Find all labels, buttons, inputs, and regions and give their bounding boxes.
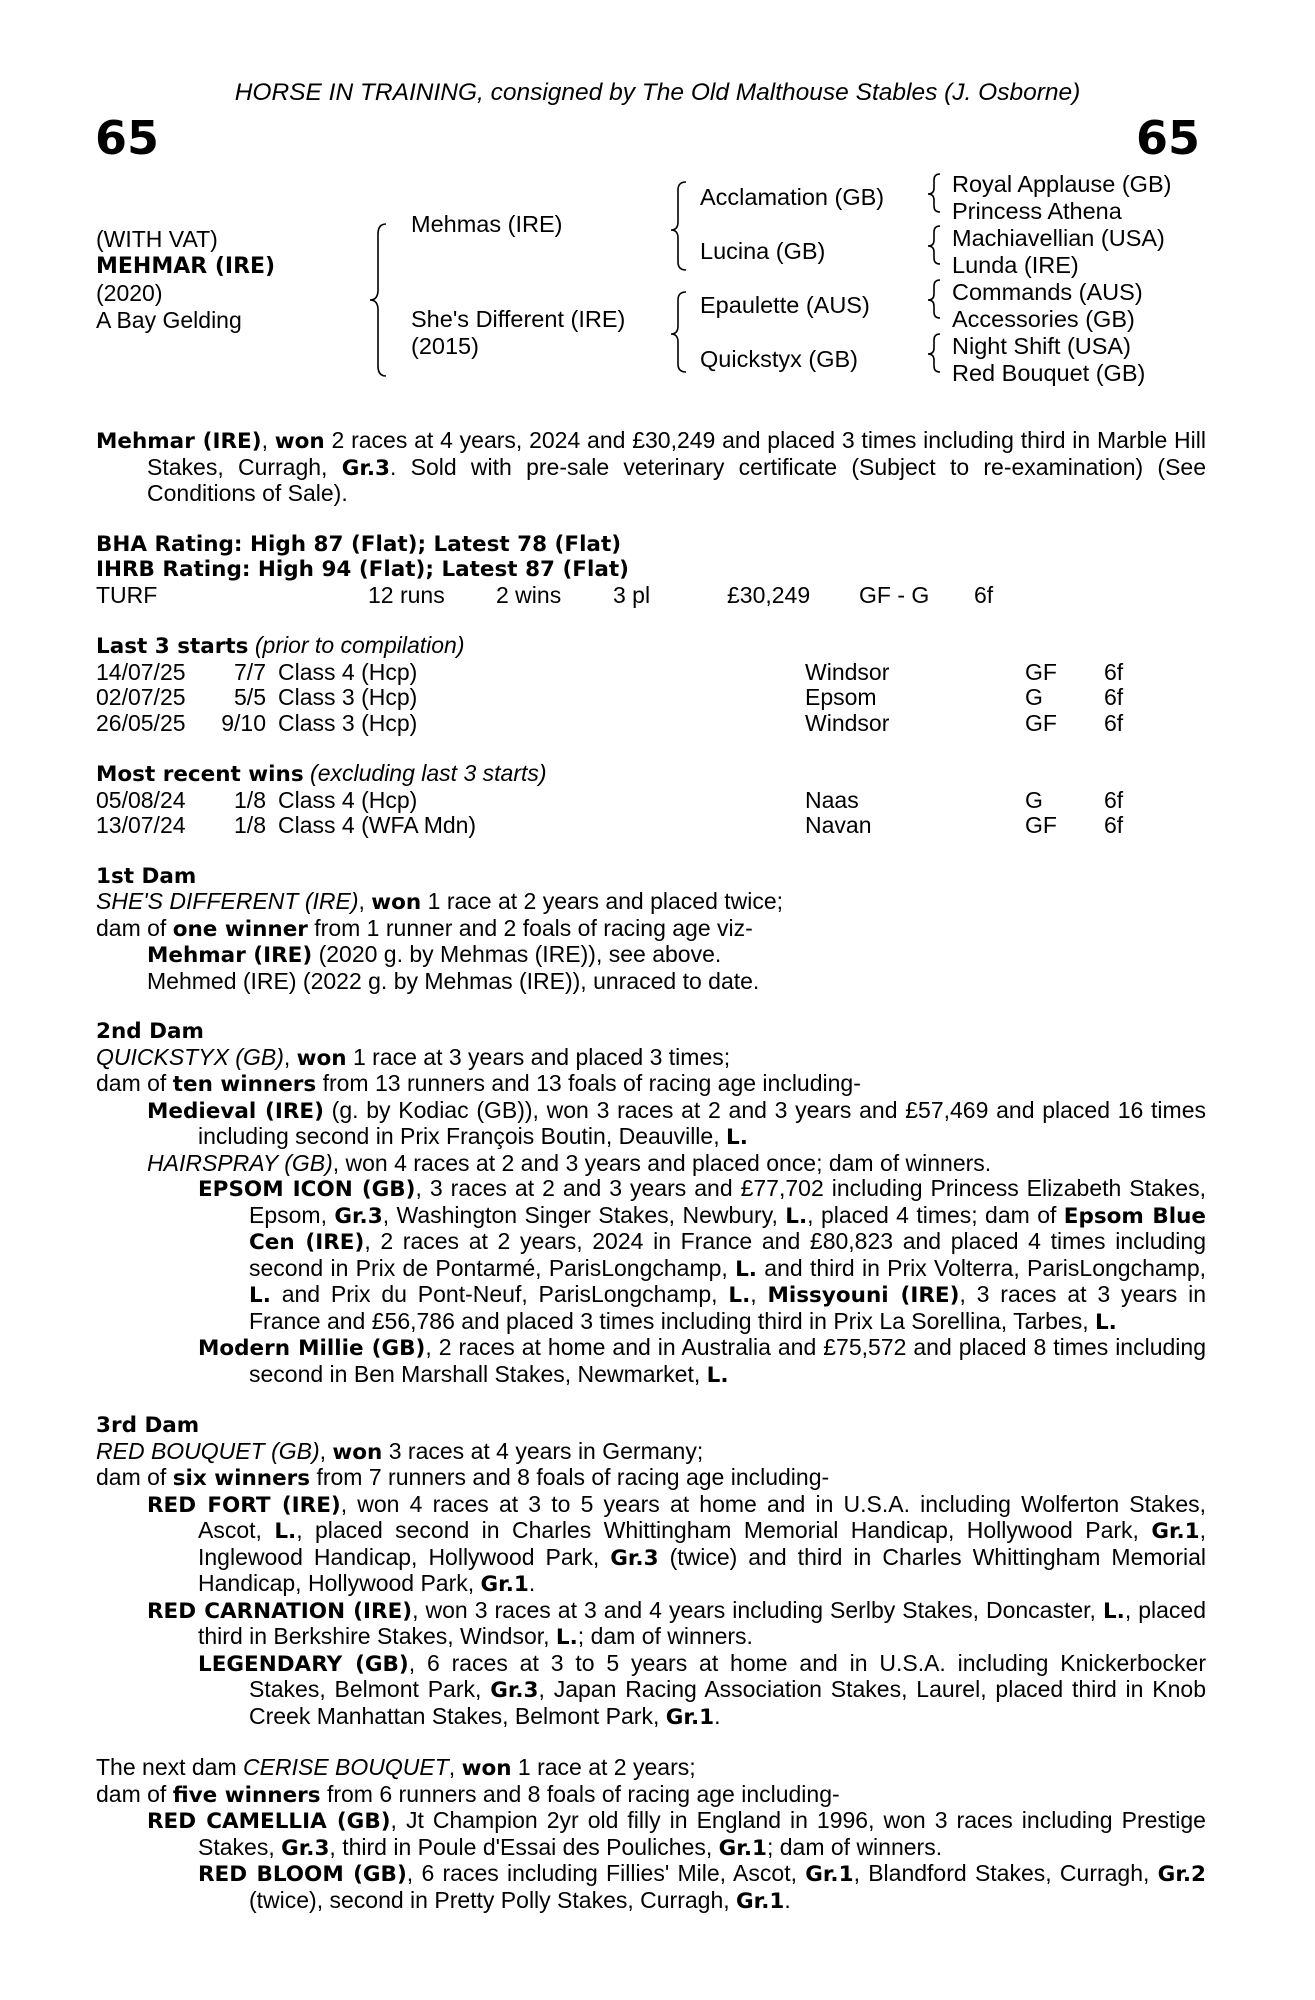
dam3-progeny-legendary: LEGENDARY (GB), 6 races at 3 to 5 years at home and in U.S.A. including Knickerbocker Stakes, Belmont Park, Gr.3, Japan Racing Association Stakes, Laurel, placed third in Knob Creek Manhattan Stakes, Belmont Park, Gr.1. <box>198 1649 1206 1730</box>
bha-rating: BHA Rating: High 87 (Flat); Latest 78 (Flat) <box>96 531 622 557</box>
table-row: 14/07/25 7/7 Class 4 (Hcp) Windsor GF 6f <box>96 658 1124 685</box>
brace-g3-2 <box>928 226 940 264</box>
catalogue-content <box>96 428 1206 1914</box>
lot-number-left: 65 <box>95 111 160 165</box>
brace-g3-4 <box>928 334 940 372</box>
table-row: 26/05/25 9/10 Class 3 (Hcp) Windsor GF 6f <box>96 709 1124 736</box>
dam1-produce: dam of one winner from 1 runner and 2 foals of racing age viz- <box>96 914 753 942</box>
dam1-line: SHE'S DIFFERENT (IRE), won 1 race at 2 years and placed twice; <box>96 888 784 915</box>
dam2-progeny-epsom-icon: EPSOM ICON (GB), 3 races at 2 and 3 years and £77,702 including Princess Elizabeth Stakes, Epsom, Gr.3, Washington Singer Stakes, Newbury, L., placed 4 times; dam of Epsom Blue Cen (IRE), 2 races at 2 years, 2024 in France and £80,823 and placed 4 times including second in Prix de Pontarmé, ParisLongchamp, L. and third in Prix Volterra, ParisLongchamp, L. and Prix du Pont-Neuf, ParisLongchamp, L., Missyouni (IRE), 3 races at 3 years in France and £56,786 and placed 3 times including third in Prix La Sorellina, Tarbes, L. <box>198 1175 1206 1335</box>
dam1-heading: 1st Dam <box>96 863 197 889</box>
pedigree-gen3: Commands (AUS) <box>952 279 1143 305</box>
vat-note: (WITH VAT) <box>96 226 218 252</box>
pedigree-gen3: Night Shift (USA) <box>952 333 1131 359</box>
pedigree-dam: She's Different (IRE) <box>411 306 626 332</box>
ihrb-rating: IHRB Rating: High 94 (Flat); Latest 87 (Flat) <box>96 557 629 582</box>
brace-g3-3 <box>928 280 940 318</box>
lot-number-right: 65 <box>1135 111 1200 165</box>
dam2-progeny-modern-millie: Modern Millie (GB), 2 races at home and in Australia and £75,572 and placed 8 times including second in Ben Marshall Stakes, Newmarket, L. <box>198 1334 1206 1388</box>
recent-wins-table <box>96 788 1123 839</box>
pedigree-gen3: Royal Applause (GB) <box>952 171 1172 197</box>
pedigree-sire: Mehmas (IRE) <box>411 211 563 237</box>
pedigree-gen3: Lunda (IRE) <box>952 252 1079 278</box>
performance-summary: Mehmar (IRE), won 2 races at 4 years, 2024 and £30,249 and placed 3 times including third in Marble Hill Stakes, Curragh, Gr.3. Sold with pre-sale veterinary certificate (Subject to re-examination) (See Conditions of Sale). <box>96 427 1206 506</box>
table-row: 13/07/24 1/8 Class 4 (WFA Mdn) Navan GF 6f <box>96 812 1124 838</box>
dam2-heading: 2nd Dam <box>96 1019 204 1044</box>
pedigree-dam-sire: Epaulette (AUS) <box>700 292 870 318</box>
horse-name: MEHMAR (IRE) <box>96 254 276 279</box>
next-dam-produce: dam of five winners from 6 runners and 8 foals of racing age including- <box>96 1780 840 1808</box>
pedigree-sire-dam: Lucina (GB) <box>700 238 826 264</box>
pedigree-gen3: Princess Athena <box>952 198 1122 224</box>
next-dam-progeny-red-camellia: RED CAMELLIA (GB), Jt Champion 2yr old filly in England in 1996, won 3 races including Prestige Stakes, Gr.3, third in Poule d'Essai des Pouliches, Gr.1; dam of winners. <box>147 1807 1206 1861</box>
recent-wins-heading: Most recent wins (excluding last 3 starts) <box>96 760 547 787</box>
last-starts-heading: Last 3 starts (prior to compilation) <box>96 632 465 659</box>
dam2-produce: dam of ten winners from 13 runners and 13 foals of racing age including- <box>96 1070 861 1097</box>
pedigree-gen3: Machiavellian (USA) <box>952 225 1165 251</box>
brace-dam <box>671 292 686 372</box>
next-dam-line: The next dam CERISE BOUQUET, won 1 race at 2 years; <box>96 1754 696 1781</box>
pedigree-sire-sire: Acclamation (GB) <box>700 184 885 210</box>
brace-gen1 <box>370 224 386 376</box>
pedigree-gen3: Red Bouquet (GB) <box>952 360 1146 386</box>
pedigree-dam-year: (2015) <box>411 333 479 359</box>
dam3-produce: dam of six winners from 7 runners and 8 foals of racing age including- <box>96 1464 830 1491</box>
table-row: 02/07/25 5/5 Class 3 (Hcp) Epsom G 6f <box>96 684 1124 710</box>
horse-description: A Bay Gelding <box>96 307 242 333</box>
dam3-progeny-red-carnation: RED CARNATION (IRE), won 3 races at 3 and 4 years including Serlby Stakes, Doncaster, L., placed third in Berkshire Stakes, Windsor, L.; dam of winners. <box>147 1596 1207 1650</box>
dam3-progeny-red-fort: RED FORT (IRE), won 4 races at 3 to 5 years at home and in U.S.A. including Wolferton Stakes, Ascot, L., placed second in Charles Whittingham Memorial Handicap, Hollywood Park, Gr.1, Inglewood Handicap, Hollywood Park, Gr.3 (twice) and third in Charles Whittingham Memorial Handicap, Hollywood Park, Gr.1. <box>147 1490 1207 1597</box>
dam2-progeny-medieval: Medieval (IRE) (g. by Kodiac (GB)), won 3 races at 2 and 3 years and £57,469 and placed 16 times including second in Prix François Boutin, Deauville, L. <box>147 1096 1206 1150</box>
dam2-progeny-hairspray: HAIRSPRAY (GB), won 4 races at 2 and 3 years and placed once; dam of winners. <box>147 1149 992 1176</box>
pedigree-gen3: Accessories (GB) <box>952 306 1135 332</box>
foaling-year: (2020) <box>96 280 163 306</box>
turf-record: TURF 12 runs 2 wins 3 pl £30,249 GF - G 6f <box>96 581 994 608</box>
table-row: 05/08/24 1/8 Class 4 (Hcp) Naas G 6f <box>96 786 1124 813</box>
last-starts-table <box>96 660 1123 737</box>
dam3-line: RED BOUQUET (GB), won 3 races at 4 years in Germany; <box>96 1437 704 1465</box>
consignment-header: HORSE IN TRAINING, consigned by The Old Malthouse Stables (J. Osborne) <box>234 79 1081 106</box>
dam1-progeny-2: Mehmed (IRE) (2022 g. by Mehmas (IRE)), unraced to date. <box>147 967 760 994</box>
next-dam-progeny-red-bloom: RED BLOOM (GB), 6 races including Fillies' Mile, Ascot, Gr.1, Blandford Stakes, Curragh, Gr.2 (twice), second in Pretty Polly Stakes, Curragh, Gr.1. <box>198 1860 1206 1914</box>
brace-g3-1 <box>928 174 940 212</box>
dam2-line: QUICKSTYX (GB), won 1 race at 3 years and placed 3 times; <box>96 1043 731 1071</box>
dam3-heading: 3rd Dam <box>96 1413 200 1438</box>
pedigree-dam-dam: Quickstyx (GB) <box>700 346 858 372</box>
brace-sire <box>671 182 686 270</box>
dam1-progeny-1: Mehmar (IRE) (2020 g. by Mehmas (IRE)), see above. <box>147 941 722 968</box>
